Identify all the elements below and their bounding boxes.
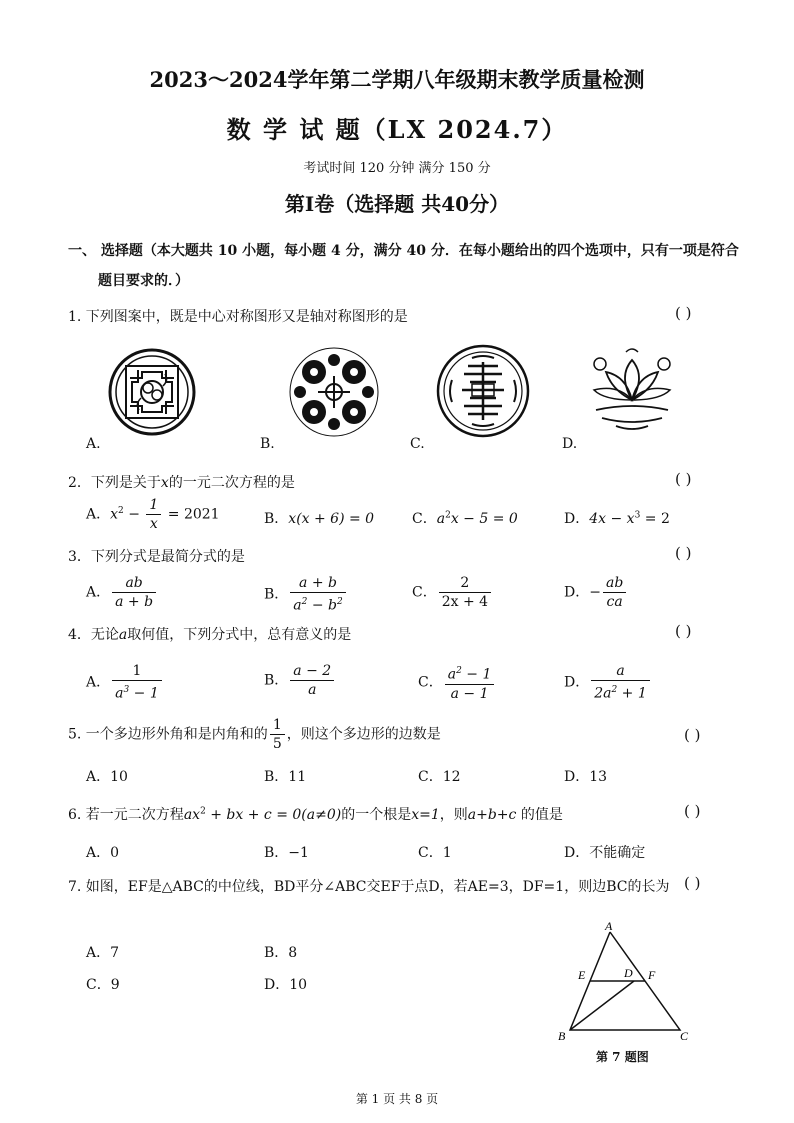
q1-option-c-image[interactable] [436,344,530,442]
q1-option-b-label[interactable]: B. [260,436,275,452]
q4-option-d[interactable]: D． $\frac{a}{2a^2 + 1}$ [564,662,652,703]
q5-option-b[interactable]: B．11 [264,769,307,785]
q1-option-a-label[interactable]: A. [86,436,101,452]
q1-option-c-label[interactable]: C. [410,436,425,452]
q5-option-c[interactable]: C．12 [418,769,461,785]
q6-option-d[interactable]: D．不能确定 [564,845,646,861]
q6-option-c[interactable]: C．1 [418,845,452,861]
q7-stem: 7. 如图，EF是△ABC的中位线，BD平分∠ABC交EF于点D，若AE=3，DF=1，则边BC的长为 [68,879,670,895]
exam-info: 考试时间 120 分钟 满分 150 分 [303,161,491,176]
q7-triangle-figure [556,918,696,1050]
q3-option-a[interactable]: A． $\frac{ab}{a + b}$ [86,574,158,611]
q2-stem: 2．下列是关于x的一元二次方程的是 [68,475,295,491]
q6-option-b[interactable]: B．−1 [264,845,309,861]
q4-stem: 4．无论a取何值，下列分式中，总有意义的是 [68,627,352,643]
exam-title: 2023～2024学年第二学期八年级期末教学质量检测 [149,67,645,92]
q1-option-b-image[interactable] [288,346,380,442]
exam-subtitle: 数 学 试 题（LX 2024.7） [226,115,568,144]
q2-option-d[interactable]: D．$4x - x^3 = 2$ [564,510,670,527]
q6-option-a[interactable]: A．0 [86,845,120,861]
q5-option-a[interactable]: A．10 [86,769,128,785]
label-b: B [558,1029,566,1043]
page-footer: 第 1 页 共 8 页 [355,1092,439,1106]
instructions-line1: 一、 选择题（本大题共 10 小题，每小题 4 分，满分 40 分．在每小题给出的四个选项中，只有一项是符合 [68,243,739,259]
label-f: F [648,968,656,982]
label-c: C [680,1029,689,1043]
q7-option-c[interactable]: C．9 [86,977,120,993]
label-a: A [605,919,613,933]
q6-stem: 6. 若一元二次方程$ax^2$ + bx + c = 0(a≠0)的一个根是x=1，则a+b+c 的值是 [68,806,563,823]
section-title: 第Ⅰ卷（选择题 共40分） [284,192,510,216]
q1-answer-blank[interactable]: ( ) [675,304,692,322]
q4-option-b[interactable]: B． $\frac{a - 2}{a}$ [264,662,336,699]
q1-stem: 1. 下列图案中，既是中心对称图形又是轴对称图形的是 [68,309,408,325]
q3-answer-blank[interactable]: ( ) [675,544,692,562]
q3-stem: 3．下列分式是最简分式的是 [68,549,245,565]
q5-stem: 5. 一个多边形外角和是内角和的 $\frac{1}{5}$ ，则这个多边形的边数是 [68,717,441,752]
q1-option-d-label[interactable]: D. [562,436,578,452]
q2-option-b[interactable]: B．x(x + 6) = 0 [264,511,375,527]
q1-option-d-image[interactable] [586,346,678,440]
q7-option-a[interactable]: A．7 [86,945,120,961]
q6-answer-blank[interactable]: ( ) [684,802,701,820]
q7-answer-blank[interactable]: ( ) [684,874,701,892]
q3-option-b[interactable]: B． $\frac{a + b}{a^2 - b^2}$ [264,574,348,615]
instructions-line2: 题目要求的．） [98,273,189,289]
label-d: D [624,966,633,980]
q7-figure-caption: 第 7 题图 [596,1050,649,1064]
q5-answer-blank[interactable]: ( ) [684,726,701,744]
q4-option-a[interactable]: A． $\frac{1}{a^3 - 1}$ [86,662,164,703]
q2-option-c[interactable]: C．$a^2x - 5 = 0$ [412,510,518,527]
q3-option-d[interactable]: D．− $\frac{ab}{ca}$ [564,574,628,611]
label-e: E [578,968,586,982]
q1-option-a-image[interactable] [108,348,196,440]
q2-answer-blank[interactable]: ( ) [675,470,692,488]
q2-option-a[interactable]: A．$x^2$ − $\frac{1}{x}$ = 2021 [86,497,220,532]
q7-option-b[interactable]: B．8 [264,945,298,961]
q3-option-c[interactable]: C． $\frac{2}{2x + 4}$ [412,574,493,611]
q4-option-c[interactable]: C． $\frac{a^2 - 1}{a - 1}$ [418,662,496,703]
q4-answer-blank[interactable]: ( ) [675,622,692,640]
q7-option-d[interactable]: D．10 [264,977,308,993]
q5-option-d[interactable]: D．13 [564,769,608,785]
